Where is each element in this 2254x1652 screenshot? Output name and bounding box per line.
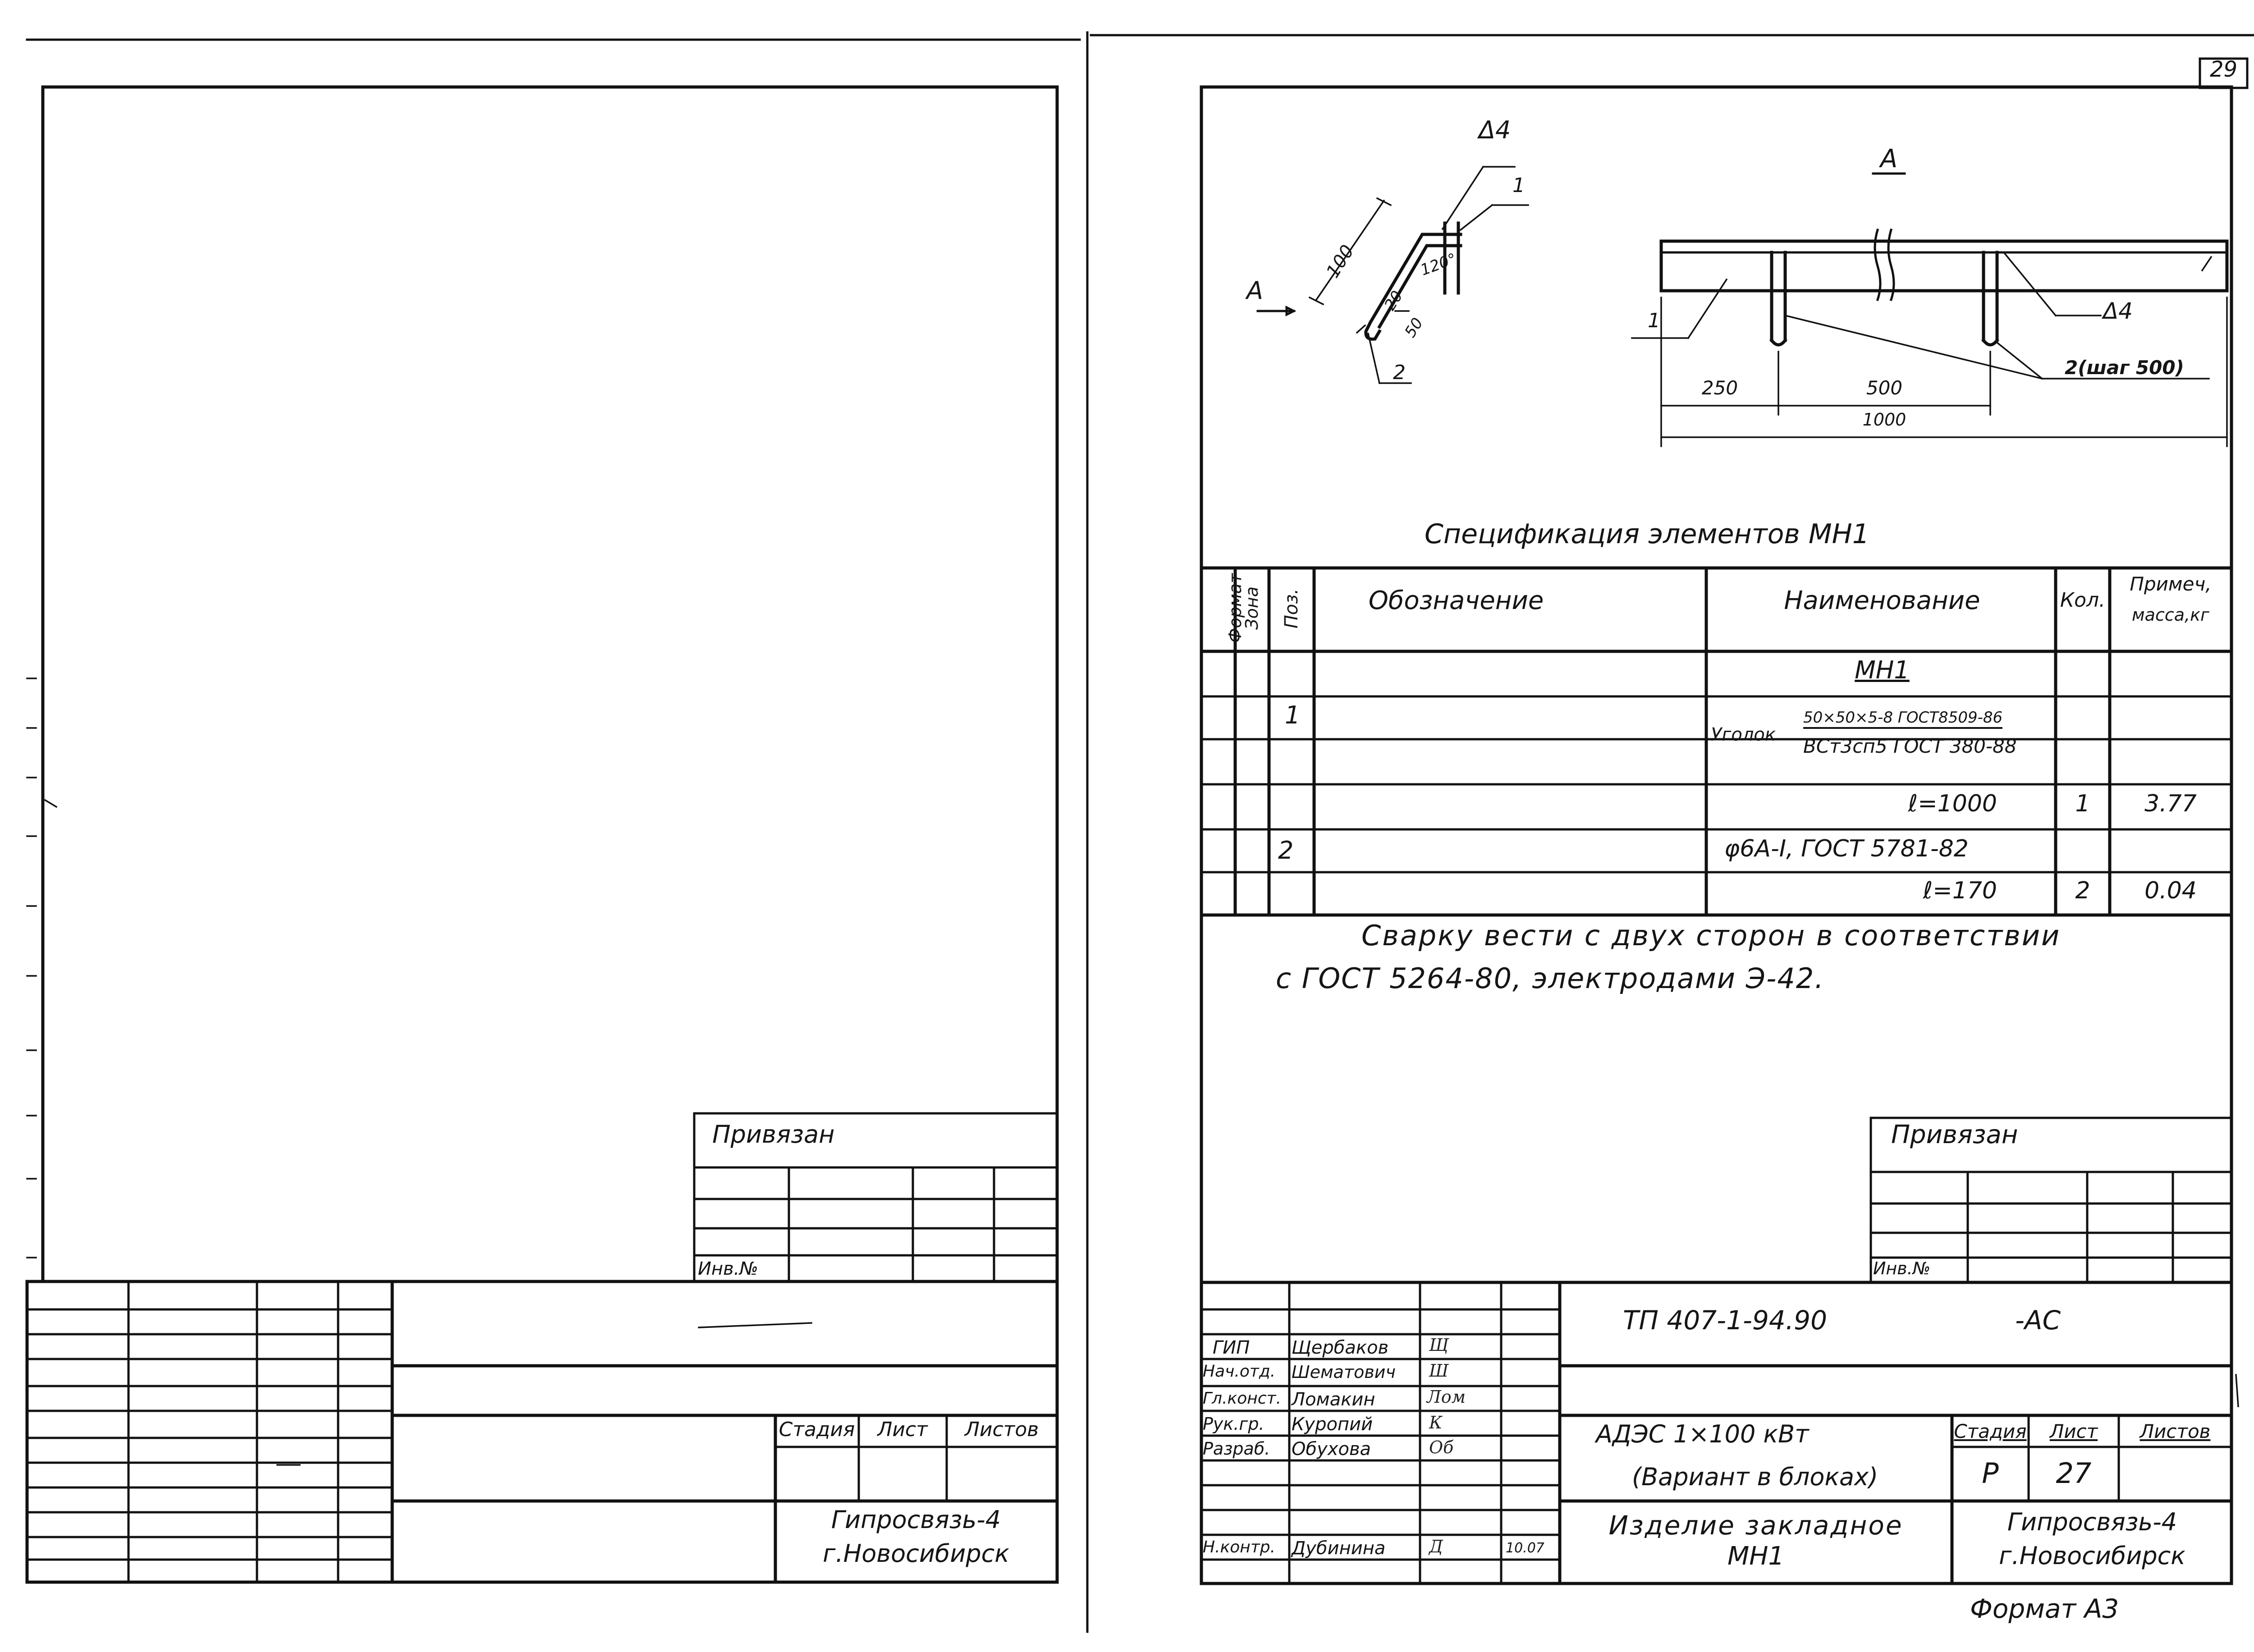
person-role-gip: ГИП bbox=[1213, 1337, 1250, 1358]
page-number: 29 bbox=[2209, 57, 2238, 82]
spec-row4-name: ℓ=170 bbox=[1923, 877, 1997, 904]
leader-1-right: 1 bbox=[1648, 309, 1660, 332]
dim-20: 20 bbox=[1381, 288, 1407, 314]
person-role-n-kontr: Н.контр. bbox=[1203, 1538, 1276, 1556]
leader-2-step: 2(шаг 500) bbox=[2065, 357, 2184, 379]
signature-razrab: Об bbox=[1429, 1437, 1454, 1457]
format-label: Формат А3 bbox=[1970, 1593, 2119, 1624]
signature-gip: Щ bbox=[1429, 1335, 1449, 1355]
title-stadiya-label: Стадия bbox=[1954, 1420, 2027, 1442]
title-listov-label: Листов bbox=[2139, 1420, 2211, 1442]
person-role-gl-konst: Гл.конст. bbox=[1203, 1389, 1282, 1408]
person-name-nach-otd: Шематович bbox=[1292, 1362, 1396, 1382]
spec-header-zone: Зона bbox=[1242, 586, 1262, 630]
spec-header-pos: Поз. bbox=[1281, 588, 1302, 629]
item-line1: Изделие закладное bbox=[1608, 1510, 1903, 1541]
person-role-razrab: Разраб. bbox=[1203, 1439, 1270, 1459]
left-stamp-privyazan: Привязан bbox=[712, 1120, 835, 1149]
dim-1000: 1000 bbox=[1862, 410, 1906, 430]
person-name-gip: Щербаков bbox=[1292, 1337, 1389, 1358]
spec-row2-mass: 3.77 bbox=[2144, 790, 2197, 817]
project-line1: АДЭС 1×100 кВт bbox=[1596, 1420, 1809, 1448]
signature-n-kontr: Д bbox=[1429, 1537, 1443, 1556]
left-title-org-line2: г.Новосибирск bbox=[823, 1539, 1009, 1568]
spec-group-title: МН1 bbox=[1855, 656, 1910, 684]
dim-250: 250 bbox=[1701, 377, 1738, 399]
spec-header-format: Формат bbox=[1225, 573, 1245, 643]
spec-row3-name: φ6А-I, ГОСТ 5781-82 bbox=[1724, 835, 1969, 862]
person-name-razrab: Обухова bbox=[1292, 1439, 1371, 1460]
spec-row2-name: ℓ=1000 bbox=[1908, 790, 1997, 817]
left-title-listov: Листов bbox=[964, 1418, 1039, 1441]
left-sheet-frame bbox=[27, 87, 1057, 1582]
person-name-gl-konst: Ломакин bbox=[1292, 1389, 1375, 1410]
left-title-stadiya: Стадия bbox=[779, 1418, 855, 1441]
spec-row1-name-bottom: ВСт3сп5 ГОСТ 380-88 bbox=[1803, 735, 2017, 757]
dim-500: 500 bbox=[1866, 377, 1903, 399]
person-role-nach-otd: Нач.отд. bbox=[1203, 1362, 1276, 1381]
spec-header-designation: Обозначение bbox=[1368, 586, 1544, 615]
item-line2: МН1 bbox=[1727, 1542, 1785, 1571]
left-title-org-line1: Гипросвязь-4 bbox=[831, 1506, 1001, 1534]
right-stamp-inv-no: Инв.№ bbox=[1873, 1258, 1931, 1278]
leader-2-left: 2 bbox=[1393, 361, 1406, 384]
left-title-list: Лист bbox=[877, 1418, 928, 1441]
person-name-n-kontr: Дубинина bbox=[1292, 1538, 1386, 1559]
note-line1: Сварку вести с двух сторон в соответствии bbox=[1361, 919, 2061, 952]
signature-ruk-gr: К bbox=[1429, 1413, 1443, 1432]
document-code: ТП 407-1-94.90 bbox=[1623, 1305, 1827, 1336]
dim-angle-120: 120° bbox=[1418, 250, 1459, 279]
org-line2: г.Новосибирск bbox=[1999, 1542, 2185, 1570]
date-n-kontr: 10.07 bbox=[1506, 1540, 1544, 1556]
person-name-ruk-gr: Куропий bbox=[1292, 1414, 1373, 1435]
spec-row1-pos: 1 bbox=[1285, 701, 1301, 729]
spec-header-name: Наименование bbox=[1784, 586, 1980, 615]
note-line2: с ГОСТ 5264-80, электродами Э-42. bbox=[1276, 962, 1825, 995]
dim-100: 100 bbox=[1322, 241, 1358, 282]
spec-row3-pos: 2 bbox=[1278, 836, 1294, 865]
section-a-detail bbox=[1632, 174, 2227, 446]
section-a-title: А bbox=[1880, 144, 1898, 174]
title-stadiya-value: Р bbox=[1982, 1457, 1999, 1490]
weld-symbol-right: Δ4 bbox=[2103, 298, 2133, 324]
project-line2: (Вариант в блоках) bbox=[1632, 1463, 1878, 1491]
leader-1-left: 1 bbox=[1512, 174, 1525, 197]
title-list-label: Лист bbox=[2049, 1420, 2098, 1442]
person-role-ruk-gr: Рук.гр. bbox=[1203, 1414, 1264, 1434]
spec-header-note-line1: Примеч, bbox=[2130, 573, 2212, 595]
dim-50: 50 bbox=[1401, 315, 1427, 341]
view-a-arrow-label: А bbox=[1246, 276, 1263, 305]
weld-symbol-top: Δ4 bbox=[1479, 116, 1511, 144]
spec-row2-qty: 1 bbox=[2075, 790, 2090, 817]
bent-bar-detail bbox=[1258, 167, 1528, 383]
org-line1: Гипросвязь-4 bbox=[2007, 1508, 2177, 1536]
spec-title: Спецификация элементов МН1 bbox=[1425, 518, 1869, 550]
signature-gl-konst: Лом bbox=[1427, 1387, 1466, 1407]
right-stamp-privyazan: Привязан bbox=[1891, 1120, 2018, 1149]
spec-row4-qty: 2 bbox=[2075, 877, 2090, 904]
signature-nach-otd: Ш bbox=[1429, 1361, 1449, 1381]
title-list-value: 27 bbox=[2056, 1457, 2092, 1490]
document-suffix: -АС bbox=[2015, 1305, 2061, 1336]
left-stamp-inv-no: Инв.№ bbox=[698, 1258, 758, 1279]
spec-header-note-line2: масса,кг bbox=[2131, 605, 2210, 625]
spec-header-qty: Кол. bbox=[2060, 589, 2106, 612]
spec-row1-name-prefix: Уголок bbox=[1711, 724, 1776, 745]
spec-row1-name-top: 50×50×5-8 ГОСТ8509-86 bbox=[1803, 710, 2002, 729]
spec-row4-mass: 0.04 bbox=[2144, 877, 2197, 904]
